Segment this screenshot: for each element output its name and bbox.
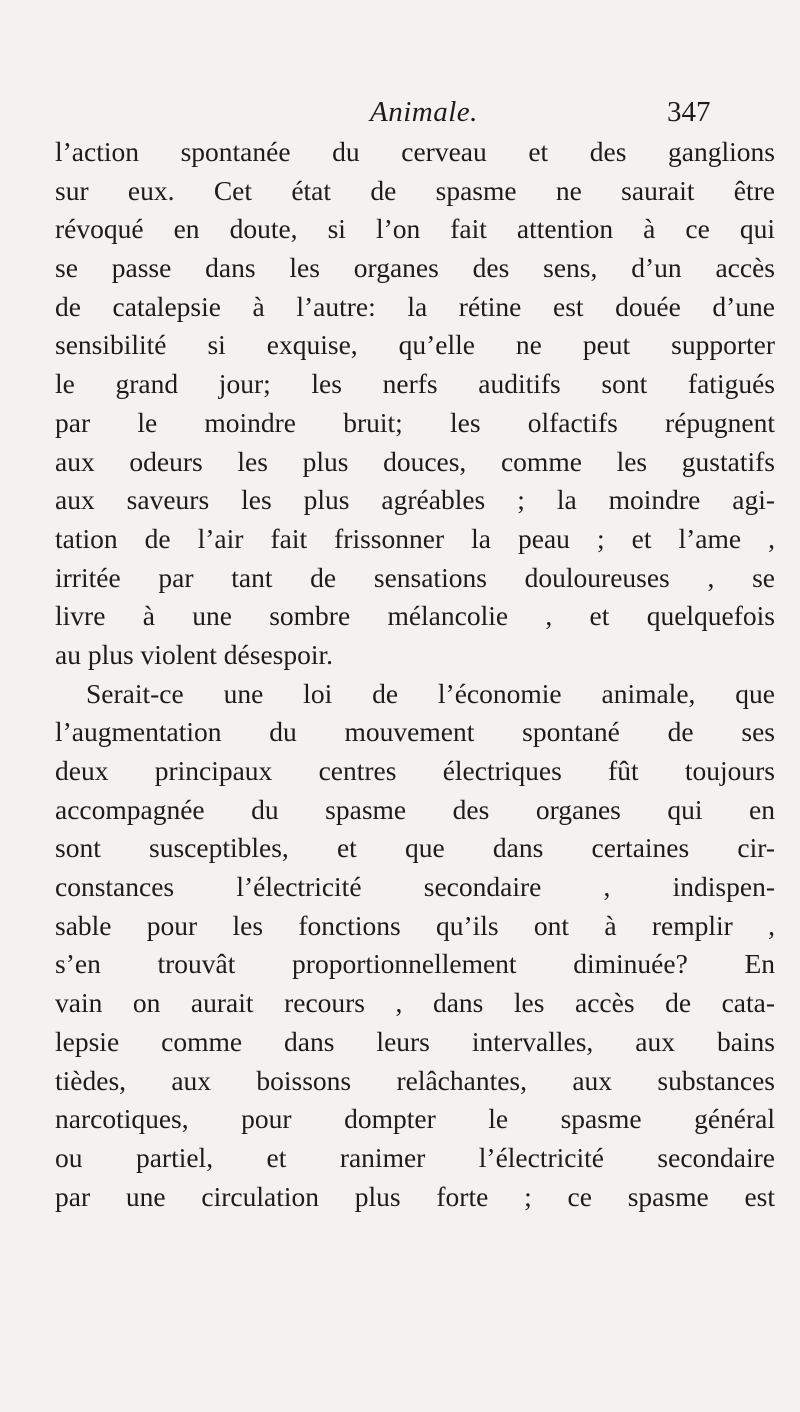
text-line: livre à une sombre mélancolie , et quelquefois (55, 600, 775, 632)
text-line: l’augmentation du mouvement spontané de ses (55, 716, 775, 748)
text-line: tièdes, aux boissons relâchantes, aux substances (55, 1064, 775, 1096)
text-line: révoqué en doute, si l’on fait attention à ce qui (55, 213, 775, 245)
body-text (55, 133, 775, 1216)
text-line: le grand jour; les nerfs auditifs sont fatigués (55, 368, 775, 400)
text-line: de catalepsie à l’autre: la rétine est douée d’une (55, 290, 775, 322)
text-line: sont susceptibles, et que dans certaines cir- (55, 832, 775, 864)
text-line: sur eux. Cet état de spasme ne saurait être (55, 174, 775, 206)
text-line: accompagnée du spasme des organes qui en (55, 793, 775, 825)
text-line: constances l’électricité secondaire , indispen- (55, 871, 775, 903)
text-line: tation de l’air fait frissonner la peau ; et l’ame , (55, 522, 775, 554)
text-line: s’en trouvât proportionnellement diminuée? En (55, 948, 775, 980)
text-line: par le moindre bruit; les olfactifs répugnent (55, 406, 775, 438)
text-line: vain on aurait recours , dans les accès de cata- (55, 987, 775, 1019)
text-line: se passe dans les organes des sens, d’un accès (55, 252, 775, 284)
text-line: ou partiel, et ranimer l’électricité secondaire (55, 1141, 775, 1173)
text-line: narcotiques, pour dompter le spasme général (55, 1103, 775, 1135)
text-line: aux odeurs les plus douces, comme les gustatifs (55, 445, 775, 477)
text-line: sable pour les fonctions qu’ils ont à remplir , (55, 909, 775, 941)
text-line: sensibilité si exquise, qu’elle ne peut supporter (55, 329, 775, 361)
text-line: irritée par tant de sensations douloureuses , se (55, 561, 775, 593)
page-number: 347 (667, 96, 711, 128)
text-line: par une circulation plus forte ; ce spasme est (55, 1180, 775, 1212)
text-line: Serait-ce une loi de l’économie animale, que (86, 677, 775, 709)
text-line: lepsie comme dans leurs intervalles, aux bains (55, 1025, 775, 1057)
text-line: au plus violent désespoir. (55, 638, 334, 670)
text-line: deux principaux centres électriques fût toujours (55, 755, 775, 786)
running-title: Animale. (370, 96, 478, 128)
text-line: aux saveurs les plus agréables ; la moindre agi- (55, 484, 775, 516)
text-line: l’action spontanée du cerveau et des ganglions (55, 136, 775, 167)
